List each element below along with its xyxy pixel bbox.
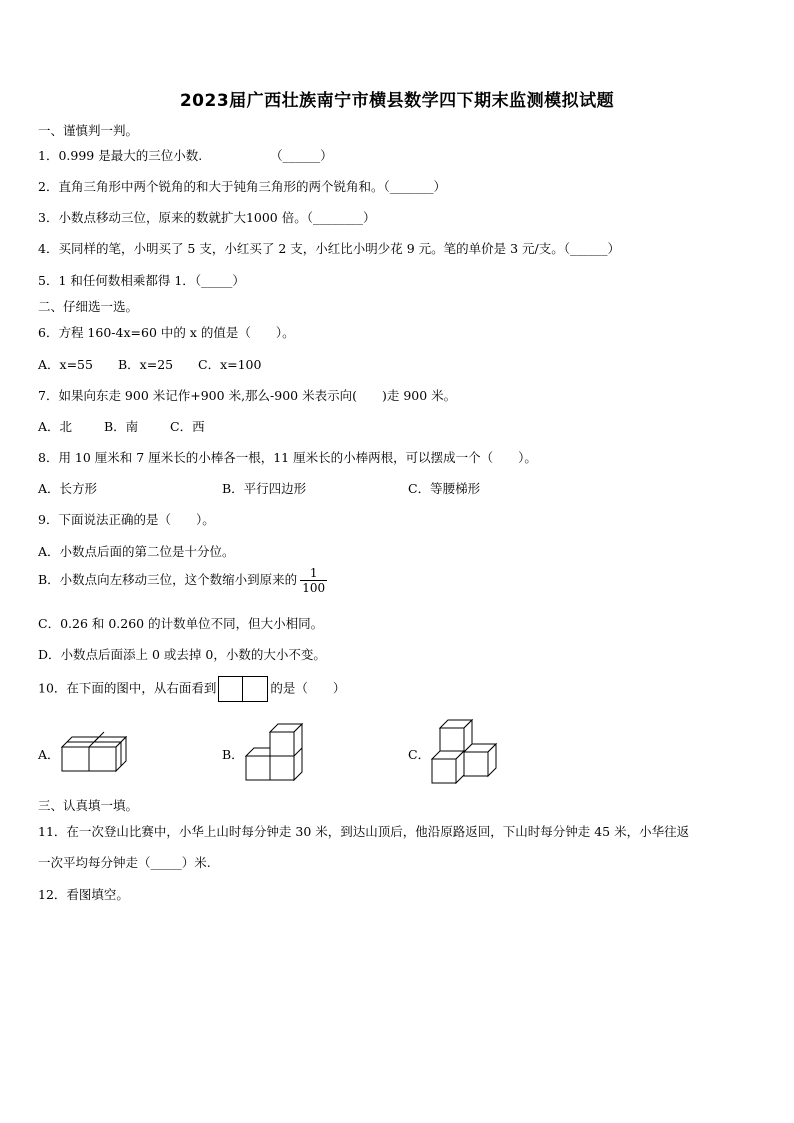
question-8-option-a[interactable]: A．长方形	[38, 481, 98, 496]
question-11-line-2	[38, 853, 211, 871]
question-7-option-c[interactable]: C．西	[170, 419, 205, 434]
question-4	[38, 239, 620, 257]
question-9-option-d[interactable]: D．小数点后面添上 0 或去掉 0，小数的大小不变。	[38, 647, 326, 662]
question-11-line-2-text: 一次平均每分钟走	[38, 855, 139, 870]
question-9-option-b-text: B．小数点向左移动三位，这个数缩小到原来的	[38, 572, 298, 587]
question-5-text: 5．1 和任何数相乘都得 1．	[38, 273, 195, 288]
question-6-option-a[interactable]: A．x=55	[38, 357, 93, 372]
question-10-option-b[interactable]: B．	[222, 747, 244, 762]
question-5-blank[interactable]: （_____）	[194, 273, 245, 288]
question-4-text: 4．买同样的笔，小明买了 5 支，小红买了 2 支，小红比小明少花 9 元。笔的单价是 3 元/支。	[38, 241, 564, 256]
question-8-option-c[interactable]: C．等腰梯形	[408, 481, 481, 496]
page-title: 2023届广西壮族南宁市横县数学四下期末监测模拟试题	[179, 91, 615, 111]
question-2-blank[interactable]: （_______）	[383, 179, 446, 194]
question-10-option-a[interactable]: A．	[38, 747, 60, 762]
question-2-text: 2．直角三角形中两个锐角的和大于钝角三角形的两个锐角和。	[38, 179, 384, 194]
question-10-pre-text: 10．在下面的图中，从右面看到	[38, 680, 217, 696]
question-5	[38, 271, 245, 289]
question-10-option-c[interactable]: C．	[408, 747, 431, 762]
question-1	[38, 146, 333, 164]
question-3-blank[interactable]: （________）	[306, 210, 376, 225]
section-heading-choose: 二、仔细选一选。	[38, 299, 139, 314]
question-4-blank[interactable]: （______）	[563, 241, 621, 256]
question-10	[38, 676, 345, 702]
question-1-blank[interactable]: （______）	[270, 148, 333, 163]
question-2	[38, 177, 446, 195]
question-7-option-a[interactable]: A．北	[38, 419, 73, 434]
question-6-option-c[interactable]: C．x=100	[198, 357, 262, 372]
cube-figure-a-icon	[60, 730, 130, 774]
right-view-two-squares-icon	[218, 676, 268, 702]
section-heading-judge: 一、谨慎判一判。	[38, 123, 139, 138]
question-9-option-c[interactable]: C．0.26 和 0.260 的计数单位不同，但大小相同。	[38, 616, 324, 631]
question-3	[38, 208, 376, 226]
fraction-one-hundredth: $\frac{1}{100}$	[302, 566, 326, 595]
question-12-text: 12．看图填空。	[38, 887, 129, 902]
cube-figure-c-icon	[430, 718, 500, 784]
section-heading-fill: 三、认真填一填。	[38, 798, 139, 813]
question-1-text: 1．0.999 是最大的三位小数.	[38, 148, 203, 163]
question-10-post-text: 的是（ ）	[270, 680, 346, 696]
question-11-blank[interactable]: （_____）	[138, 855, 195, 870]
question-6-text: 6．方程 160-4x=60 中的 x 的值是（ ）。	[38, 325, 295, 340]
question-9-text: 9．下面说法正确的是（ ）。	[38, 512, 215, 527]
question-8-text: 8．用 10 厘米和 7 厘米长的小棒各一根，11 厘米长的小棒两根，可以摆成一个（ ）。	[38, 450, 537, 465]
question-11-unit: 米.	[194, 855, 211, 870]
question-9-option-b[interactable]	[38, 566, 327, 595]
question-7-option-b[interactable]: B．南	[104, 419, 139, 434]
question-6-option-b[interactable]: B．x=25	[118, 357, 174, 372]
question-9-option-a[interactable]: A．小数点后面的第二位是十分位。	[38, 544, 235, 559]
question-8-option-b[interactable]: B．平行四边形	[222, 481, 307, 496]
question-11-line-1: 11．在一次登山比赛中，小华上山时每分钟走 30 米，到达山顶后，他沿原路返回，下山时每分钟走 45 米，小华往返	[38, 824, 690, 839]
question-3-text: 3．小数点移动三位，原来的数就扩大1000 倍。	[38, 210, 307, 225]
cube-figure-b-icon	[245, 722, 305, 782]
question-7-text: 7．如果向东走 900 米记作+900 米,那么-900 米表示向( )走 900 米。	[38, 388, 457, 403]
